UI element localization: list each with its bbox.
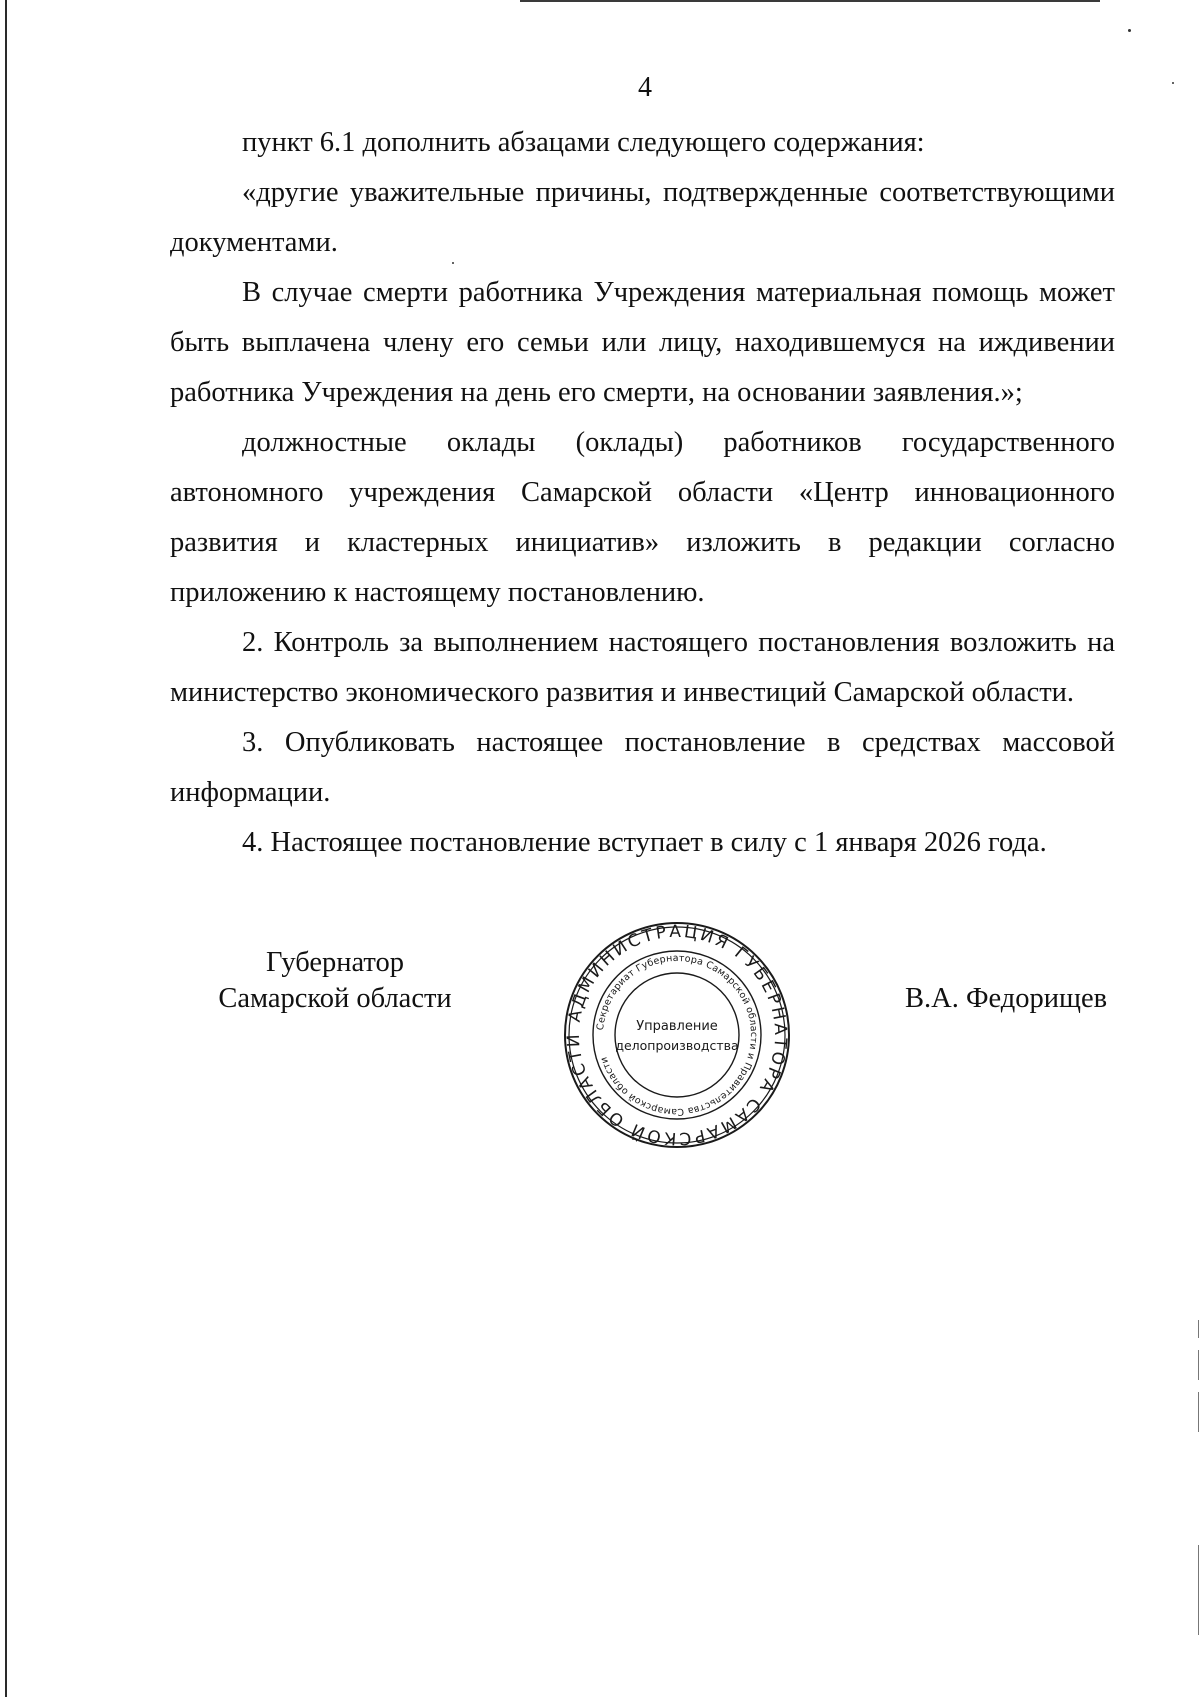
scan-mark <box>1198 1350 1199 1380</box>
paragraph: должностные оклады (оклады) работников государственного автономного учреждения Самарской области «Центр инновационного развития и кластерных инициатив» изложить в редакции согласно приложению к настоящему постановлению. <box>170 427 1115 608</box>
signatory-position-line: Самарской области <box>218 983 452 1014</box>
paragraph: «другие уважительные причины, подтвержденные соответствующими документами. <box>170 177 1115 258</box>
document-body <box>170 118 1115 868</box>
paragraph: 2. Контроль за выполнением настоящего постановления возложить на министерство экономического развития и инвестиций Самарской области. <box>170 627 1115 708</box>
seal-center-line: делопроизводства <box>615 1038 739 1053</box>
scan-mark <box>1198 1545 1199 1635</box>
signature-block <box>0 920 1200 1160</box>
paragraph: В случае смерти работника Учреждения материальная помощь может быть выплачена члену его семьи или лицу, находившемуся на иждивении работника Учреждения на день его смерти, на основании заявления.»; <box>170 277 1115 408</box>
page-number: 4 <box>638 72 652 103</box>
scan-speck <box>1128 29 1131 32</box>
paragraph: пункт 6.1 дополнить абзацами следующего содержания: <box>242 127 925 158</box>
signatory-position <box>205 945 465 1017</box>
signatory-name: В.А. Федорищев <box>905 983 1108 1014</box>
paragraph: 4. Настоящее постановление вступает в силу с 1 января 2026 года. <box>242 827 1047 858</box>
seal-inner-ring-text: Секретариат Губернатора Самарской области и Правительства Самарской области <box>595 952 760 1118</box>
seal-outer-text: АДМИНИСТРАЦИЯ ГУБЕРНАТОРА САМАРСКОЙ ОБЛАСТИ <box>563 921 791 1149</box>
scan-edge-top <box>520 0 1100 2</box>
paragraph: 3. Опубликовать настоящее постановление в средствах массовой информации. <box>170 727 1115 808</box>
seal-center-line: Управление <box>636 1019 718 1034</box>
official-seal <box>562 920 792 1150</box>
scan-mark <box>1198 1320 1199 1338</box>
scan-edge-left <box>5 0 7 1697</box>
scan-mark <box>1198 1392 1199 1432</box>
signatory-position-line: Губернатор <box>265 947 405 978</box>
